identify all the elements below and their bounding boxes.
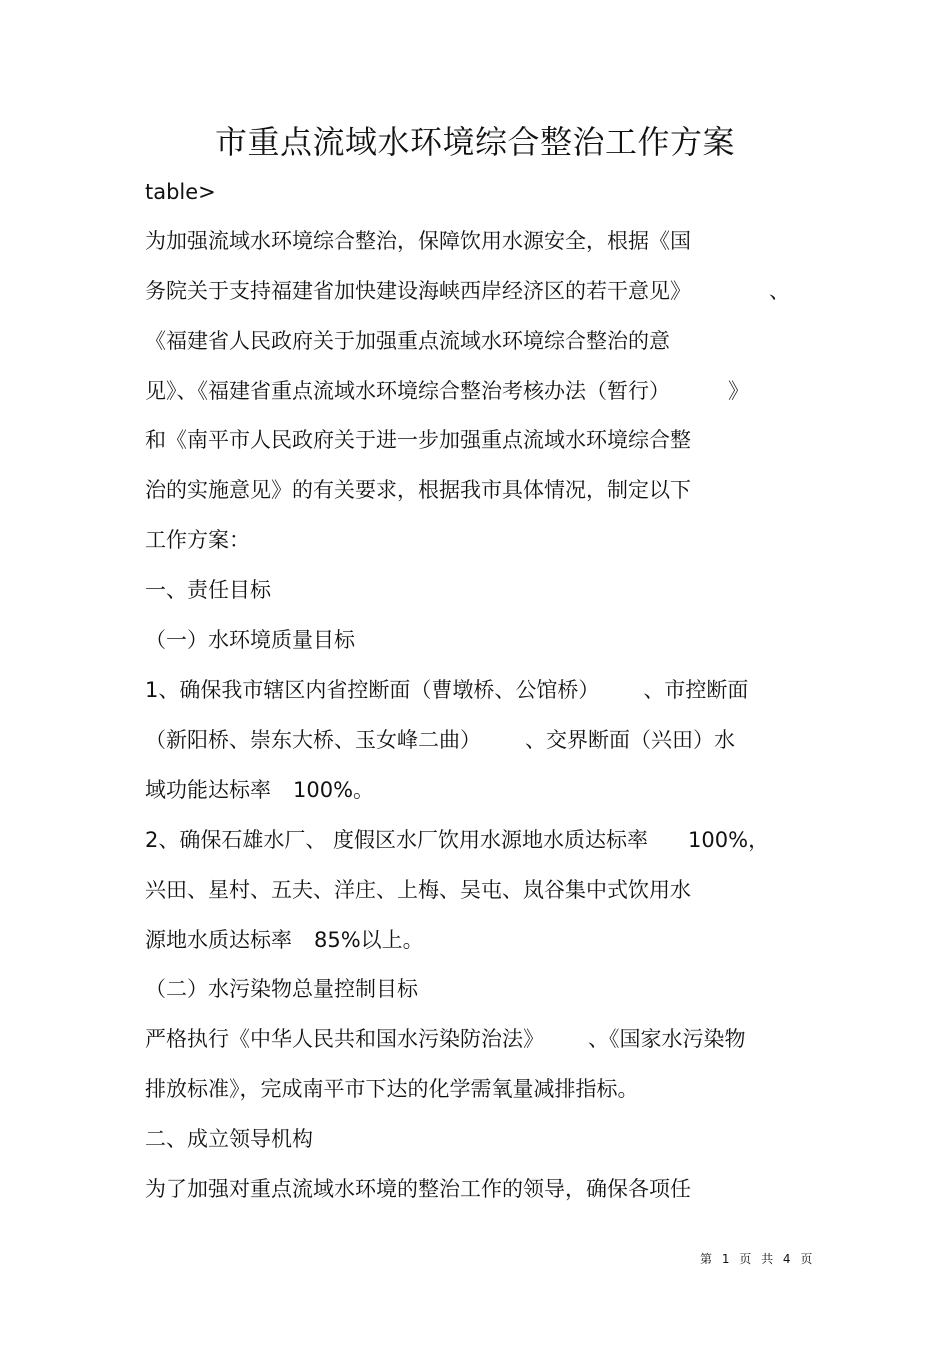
- line-text: 工作方案：: [145, 528, 250, 552]
- line-text: 严格执行《中华人民共和国水污染防治法》: [145, 1027, 544, 1051]
- paragraph-line-13: [145, 925, 424, 955]
- line-text-tail: 》: [728, 379, 749, 403]
- paragraph-line-5: [145, 425, 691, 455]
- section-heading-1: [145, 575, 271, 605]
- line-text: （一）水环境质量目标: [145, 628, 355, 652]
- paragraph-line-16: [145, 1174, 691, 1204]
- line-text: 兴田、星村、五夫、洋庄、上梅、吴屯、岚谷集中式饮用水: [145, 878, 691, 902]
- paragraph-line-2: [145, 276, 790, 306]
- paragraph-line-6: [145, 475, 691, 505]
- stray-text: table>: [145, 180, 216, 204]
- line-text: 域功能达标率: [145, 778, 271, 802]
- line-text-tail: 85%以上。: [314, 928, 424, 952]
- paragraph-line-10: [145, 775, 374, 805]
- line-text: 为加强流域水环境综合整治，保障饮用水源安全，根据《国: [145, 229, 691, 253]
- line-text: 源地水质达标率: [145, 928, 292, 952]
- page-number: 第 1 页 共 4 页: [700, 1252, 816, 1266]
- line-text-tail: 100%。: [293, 778, 375, 802]
- paragraph-line-7: [145, 525, 250, 555]
- paragraph-line-9: [145, 725, 735, 755]
- paragraph-line-15: [145, 1074, 639, 1104]
- line-text: 1、确保我市辖区内省控断面（曹墩桥、公馆桥）: [145, 678, 600, 702]
- line-text-tail: 、市控断面: [643, 678, 749, 702]
- line-text: 二、成立领导机构: [145, 1127, 313, 1151]
- line-text-tail: 、交界断面（兴田）水: [525, 728, 735, 752]
- line-text: 《福建省人民政府关于加强重点流域水环境综合整治的意: [145, 329, 670, 353]
- paragraph-line-1: [145, 226, 691, 256]
- line-text: 2、确保石雄水厂、 度假区水厂饮用水源地水质达标率: [145, 828, 649, 852]
- subsection-heading-2: [145, 974, 418, 1004]
- line-text: （二）水污染物总量控制目标: [145, 977, 418, 1001]
- line-text: 一、责任目标: [145, 578, 271, 602]
- line-text: （新阳桥、崇东大桥、玉女峰二曲）: [145, 728, 481, 752]
- section-heading-2: [145, 1124, 313, 1154]
- line-text: 见》、《福建省重点流域水环境综合整治考核办法（暂行）: [145, 379, 670, 403]
- line-text-tail: 100%，: [688, 828, 770, 852]
- paragraph-line-3: [145, 326, 670, 356]
- line-text-tail: 、《国家水污染物: [588, 1027, 746, 1051]
- line-text: 为了加强对重点流域水环境的整治工作的领导，确保各项任: [145, 1177, 691, 1201]
- paragraph-line-4: [145, 376, 749, 406]
- paragraph-line-11: [145, 825, 769, 855]
- paragraph-line-14: [145, 1024, 746, 1054]
- subsection-heading-1: [145, 625, 355, 655]
- document-title: 市重点流域水环境综合整治工作方案: [214, 123, 735, 161]
- paragraph-line-8: [145, 675, 748, 705]
- line-text: 和《南平市人民政府关于进一步加强重点流域水环境综合整: [145, 428, 691, 452]
- line-text-tail: 、: [769, 279, 790, 303]
- line-text: 排放标准》，完成南平市下达的化学需氧量减排指标。: [145, 1077, 639, 1101]
- paragraph-line-12: [145, 875, 691, 905]
- line-text: 治的实施意见》的有关要求，根据我市具体情况，制定以下: [145, 478, 691, 502]
- line-text: 务院关于支持福建省加快建设海峡西岸经济区的若干意见》: [145, 279, 691, 303]
